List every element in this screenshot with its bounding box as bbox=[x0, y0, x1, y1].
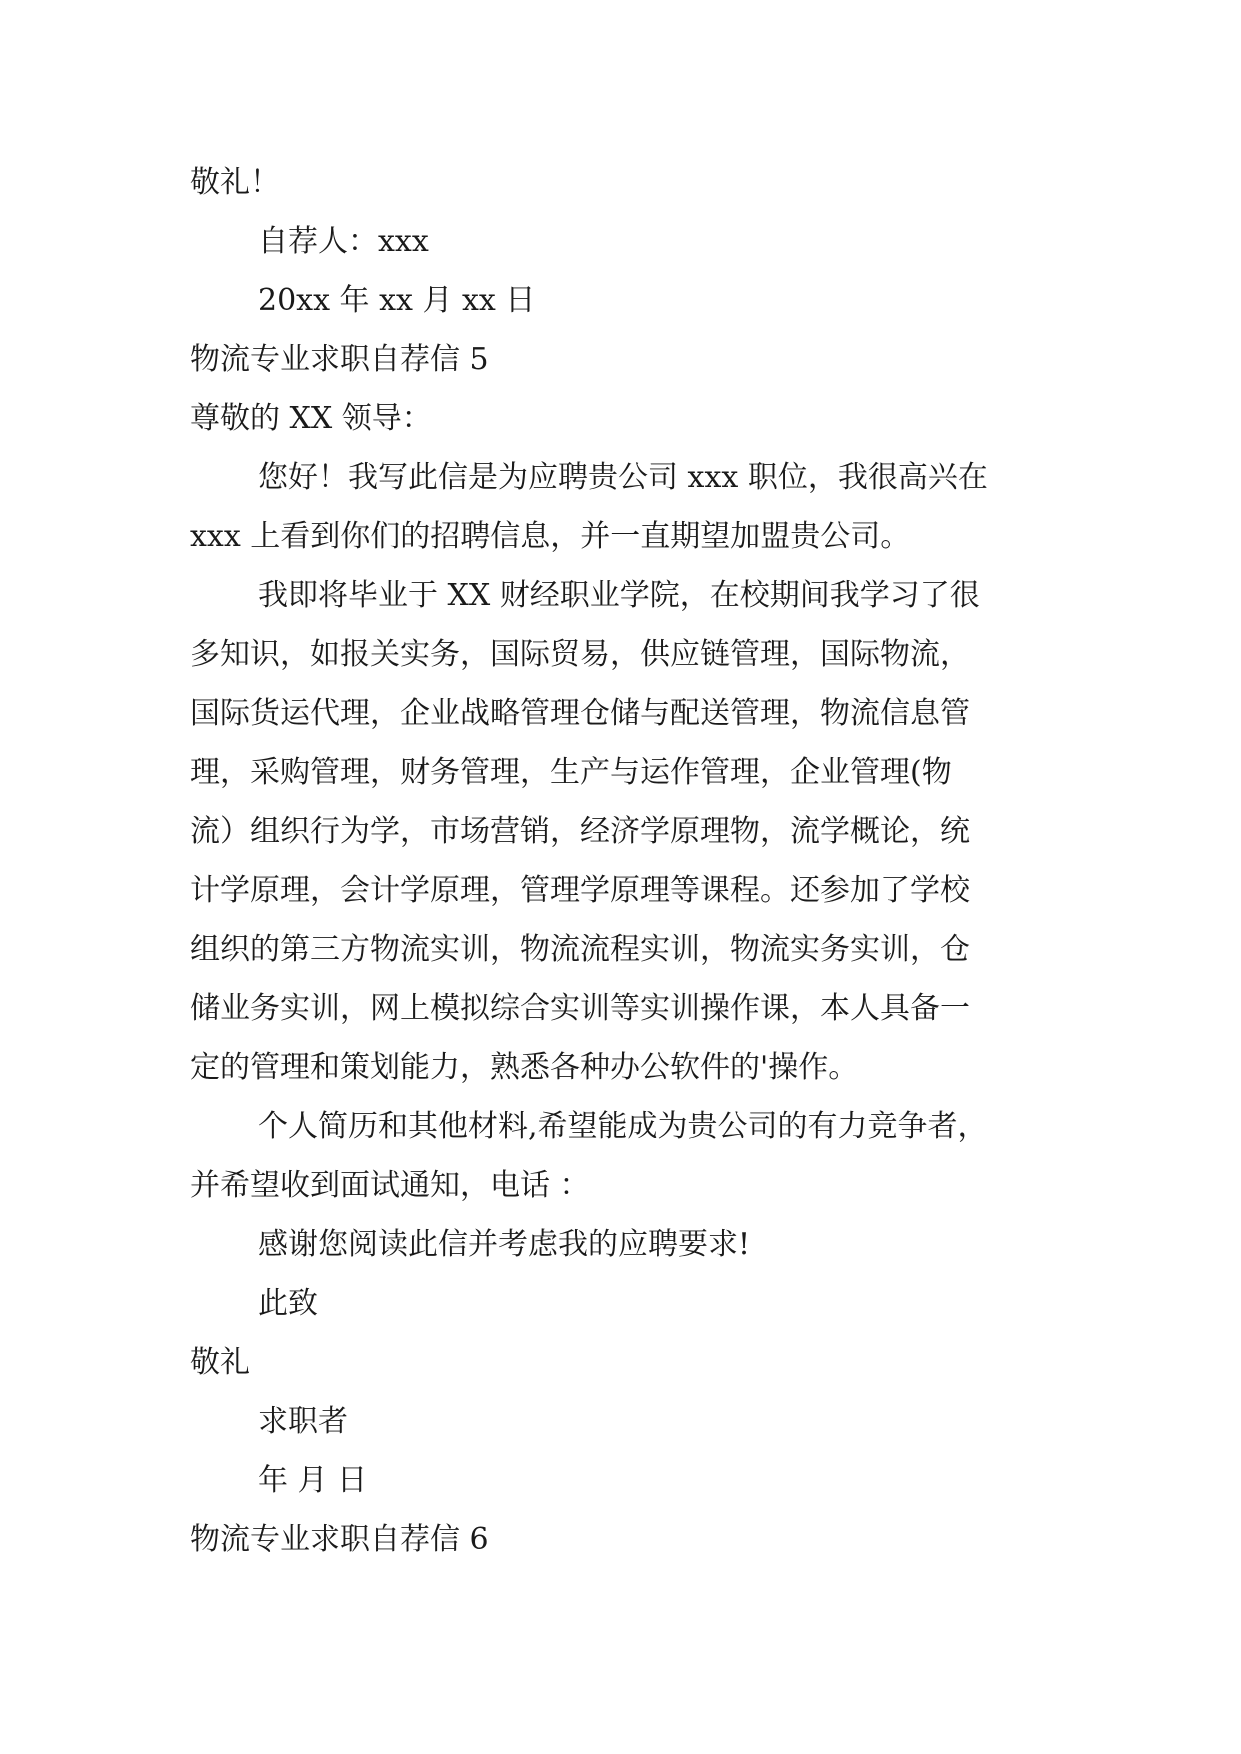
section-heading-5: 物流专业求职自荐信 5 bbox=[190, 342, 489, 377]
body-paragraph-line: 理，采购管理，财务管理，生产与运作管理，企业管理(物 bbox=[190, 755, 952, 790]
body-paragraph-line: 个人简历和其他材料,希望能成为贵公司的有力竞争者， bbox=[258, 1109, 988, 1144]
body-paragraph-line: 组织的第三方物流实训，物流流程实训，物流实务实训，仓 bbox=[190, 932, 970, 967]
body-paragraph-line: 定的管理和策划能力，熟悉各种办公软件的'操作。 bbox=[190, 1050, 859, 1085]
signature-date: 20xx 年 xx 月 xx 日 bbox=[258, 283, 536, 318]
signature-recommender: 自荐人：xxx bbox=[258, 224, 429, 259]
body-paragraph-line: 并希望收到面试通知，电话 ： bbox=[190, 1168, 590, 1203]
body-paragraph-line: 多知识，如报关实务，国际贸易，供应链管理，国际物流， bbox=[190, 637, 970, 672]
signature-applicant: 求职者 bbox=[258, 1404, 348, 1439]
closing-salute: 敬礼！ bbox=[190, 165, 280, 200]
body-paragraph-line: 您好！我写此信是为应聘贵公司 xxx 职位，我很高兴在 bbox=[258, 460, 988, 495]
salutation: 尊敬的 XX 领导： bbox=[190, 401, 432, 436]
body-paragraph-line: xxx 上看到你们的招聘信息，并一直期望加盟贵公司。 bbox=[190, 519, 911, 554]
thanks-line: 感谢您阅读此信并考虑我的应聘要求! bbox=[258, 1227, 751, 1262]
body-paragraph-line: 储业务实训，网上模拟综合实训等实训操作课，本人具备一 bbox=[190, 991, 970, 1026]
closing-jingli: 敬礼 bbox=[190, 1345, 250, 1380]
body-paragraph-line: 我即将毕业于 XX 财经职业学院，在校期间我学习了很 bbox=[258, 578, 980, 613]
body-paragraph-line: 计学原理，会计学原理，管理学原理等课程。还参加了学校 bbox=[190, 873, 970, 908]
section-heading-6: 物流专业求职自荐信 6 bbox=[190, 1522, 489, 1557]
closing-cizhi: 此致 bbox=[258, 1286, 318, 1321]
body-paragraph-line: 国际货运代理，企业战略管理仓储与配送管理，物流信息管 bbox=[190, 696, 970, 731]
signature-date-blank: 年 月 日 bbox=[258, 1463, 368, 1498]
body-paragraph-line: 流）组织行为学，市场营销，经济学原理物，流学概论，统 bbox=[190, 814, 970, 849]
